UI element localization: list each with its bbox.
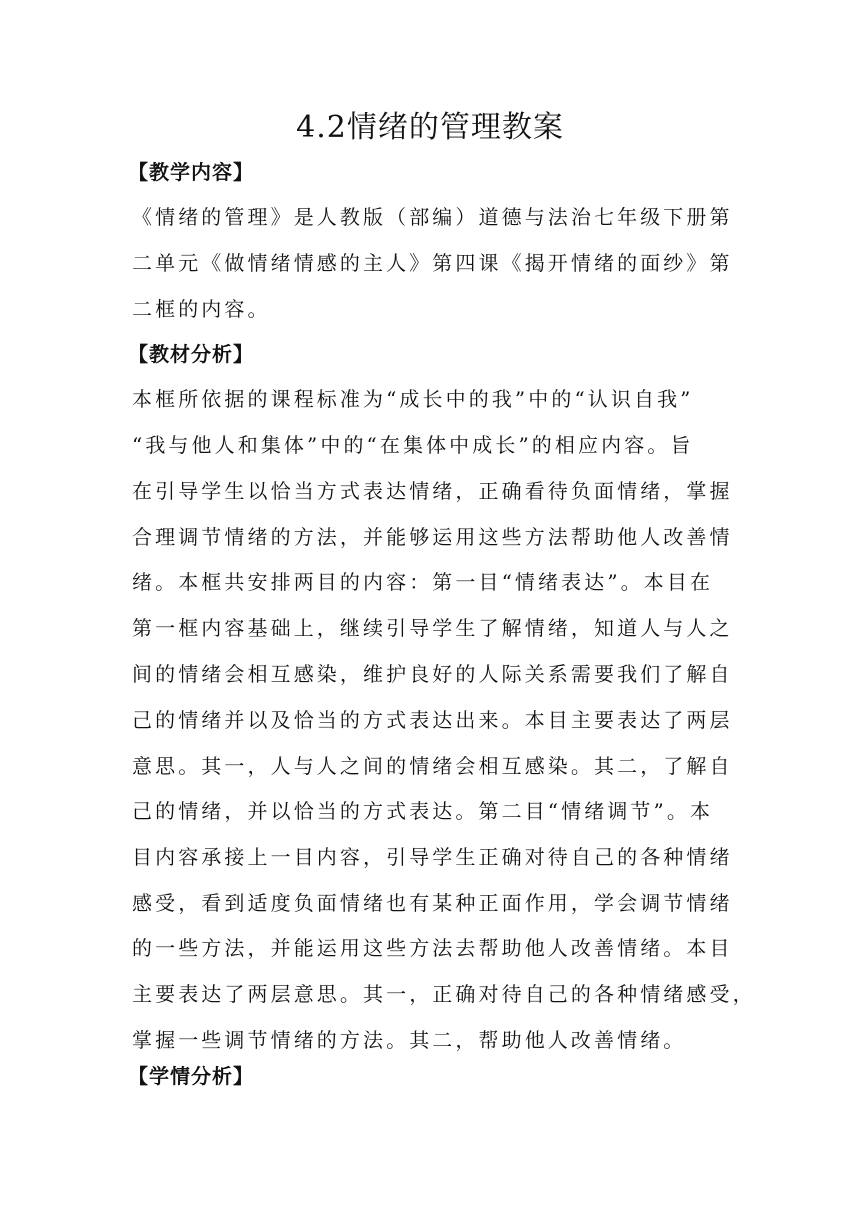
paragraph-line: 绪。本框共安排两目的内容：第一目“情绪表达”。本目在	[132, 570, 714, 594]
paragraph-line: 间的情绪会相互感染，维护良好的人际关系需要我们了解自	[132, 662, 733, 686]
paragraph-line: 感受，看到适度负面情绪也有某种正面作用，学会调节情绪	[132, 891, 733, 915]
section-heading-student-analysis: 【学情分析】	[128, 1064, 254, 1088]
paragraph-line: 目内容承接上一目内容，引导学生正确对待自己的各种情绪	[132, 845, 733, 869]
section-heading-teaching-content: 【教学内容】	[128, 160, 254, 184]
paragraph-line: 本框所依据的课程标准为“成长中的我”中的“认识自我”	[132, 387, 694, 411]
paragraph-line: 二框的内容。	[132, 297, 271, 321]
paragraph-line: 第一框内容基础上，继续引导学生了解情绪，知道人与人之	[132, 616, 733, 640]
paragraph-line: 主要表达了两层意思。其一，正确对待自己的各种情绪感受，	[132, 982, 756, 1006]
paragraph-line: 的一些方法，并能运用这些方法去帮助他人改善情绪。本目	[132, 936, 733, 960]
paragraph-line: 二单元《做情绪情感的主人》第四课《揭开情绪的面纱》第	[132, 251, 733, 275]
paragraph-line: 意思。其一，人与人之间的情绪会相互感染。其二，了解自	[132, 754, 733, 778]
document-title: 4.2情绪的管理教案	[296, 110, 564, 145]
paragraph-line: 己的情绪并以及恰当的方式表达出来。本目主要表达了两层	[132, 708, 733, 732]
paragraph-line: 掌握一些调节情绪的方法。其二，帮助他人改善情绪。	[132, 1028, 687, 1052]
section-heading-textbook-analysis: 【教材分析】	[128, 342, 254, 366]
paragraph-line: 合理调节情绪的方法，并能够运用这些方法帮助他人改善情	[132, 525, 733, 549]
paragraph-line: 己的情绪，并以恰当的方式表达。第二目“情绪调节”。本	[132, 799, 714, 823]
paragraph-line: 《情绪的管理》是人教版（部编）道德与法治七年级下册第	[132, 205, 733, 229]
paragraph-line: “我与他人和集体”中的“在集体中成长”的相应内容。旨	[132, 433, 694, 457]
paragraph-line: 在引导学生以恰当方式表达情绪，正确看待负面情绪，掌握	[132, 479, 733, 503]
